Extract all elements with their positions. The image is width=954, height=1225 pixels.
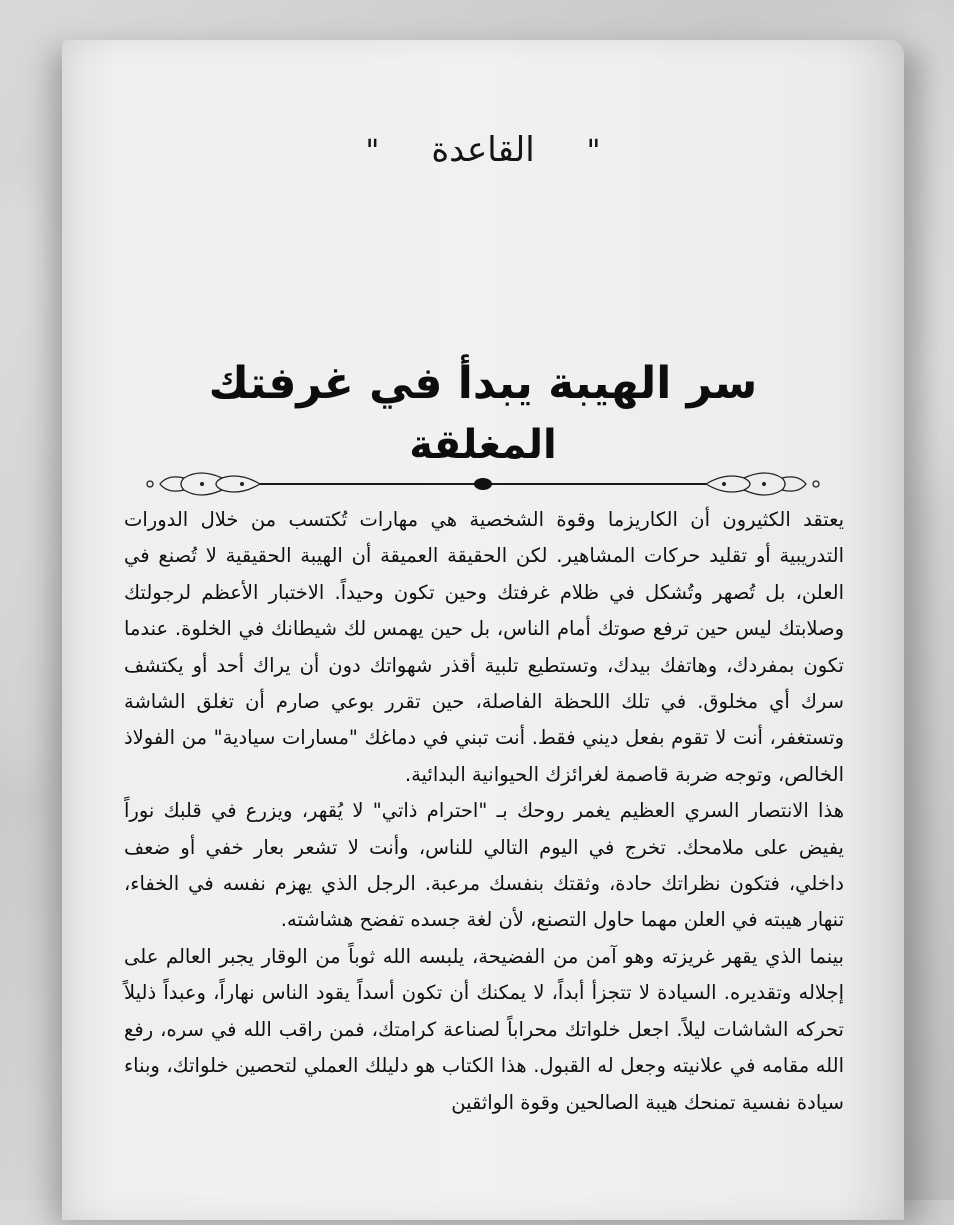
headline-line-2: المغلقة <box>409 422 557 468</box>
paragraph-3: بينما الذي يقهر غريزته وهو آمن من الفضيحة، يلبسه الله ثوباً من الوقار يجبر العالم على إجلاله وتقديره. السيادة لا تتجزأ أبداً، لا يمكنك أن تكون أسداً يقود الناس نهاراً، وعبداً ذليلاً تحركه الشاشات ليلاً. اجعل خلواتك محراباً لصناعة كرامتك، فمن راقب الله في سره، رفع الله مقامه في علانيته وجعل له القبول. هذا الكتاب هو دليلك العملي لتحصين خلواتك، وبناء سيادة نفسية تمنحك هيبة الصالحين وقوة الواثقين <box>124 944 844 1114</box>
headline-line-1: سر الهيبة يبدأ في غرفتك <box>208 358 758 409</box>
ornamental-divider-icon <box>140 464 826 504</box>
chapter-title-text: القاعدة <box>431 130 535 170</box>
paragraph-2: هذا الانتصار السري العظيم يغمر روحك بـ "احترام ذاتي" لا يُقهر، ويزرع في قلبك نوراً يفيض على ملامحك. تخرج في اليوم التالي للناس، وأنت لا تشعر بعار خفي أو ضعف داخلي، فتكون نظراتك حادة، وثقتك بنفسك مرعبة. الرجل الذي يهزم نفسه في الخفاء، تنهار هيبته في العلن مهما حاول التصنع، لأن لغة جسده تفضح هشاشته. <box>124 799 844 932</box>
body-text <box>124 502 844 1121</box>
paragraph-1: يعتقد الكثيرون أن الكاريزما وقوة الشخصية هي مهارات تُكتسب من خلال الدورات التدريبية أو تقليد حركات المشاهير. لكن الحقيقة العميقة أن الهيبة الحقيقية لا تُصنع في العلن، بل تُصهر وتُشكل في ظلام غرفتك وحين تكون وحيداً. الاختبار الأعظم لرجولتك وصلابتك ليس حين ترفع صوتك أمام الناس، بل حين يهمس لك شيطانك في الخلوة. عندما تكون بمفردك، وهاتفك بيدك، وتستطيع تلبية أقذر شهواتك دون أن يراك أحد أو يكتشف سرك أي مخلوق. في تلك اللحظة الفاصلة، حين تقرر بوعي صارم أن تغلق الشاشة وتستغفر، أنت لا تقوم بفعل ديني فقط. أنت تبني في دماغك "مسارات سيادية" من الفولاذ الخالص، وتوجه ضربة قاصمة لغرائزك الحيوانية البدائية. <box>124 508 844 786</box>
close-quote: " <box>365 134 380 169</box>
chapter-title <box>62 130 904 170</box>
book-page <box>62 40 904 1220</box>
open-quote: " <box>586 134 601 169</box>
